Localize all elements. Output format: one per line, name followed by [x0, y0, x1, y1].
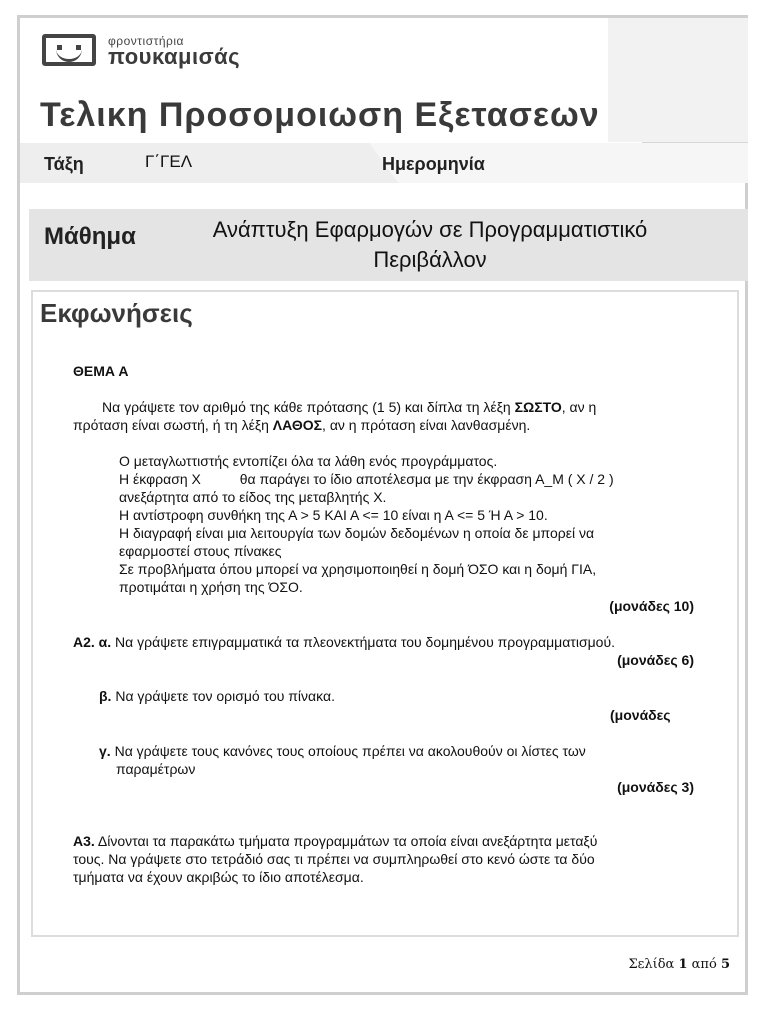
- subject-line-1: Ανάπτυξη Εφαρμογών σε Προγραμματιστικό: [212, 217, 648, 242]
- decorative-panel: [608, 18, 748, 142]
- statement-1: Ο μεταγλωττιστής εντοπίζει όλα τα λάθη ενός προγράμματος.: [119, 453, 498, 469]
- question-a2b: β. Να γράψετε τον ορισμό του πίνακα.: [99, 688, 335, 704]
- section-heading: Εκφωνήσεις: [40, 298, 193, 328]
- smiley-logo-icon: [42, 34, 96, 66]
- logo-brand: πουκαμισάς: [108, 44, 241, 69]
- subject-line-2: Περιβάλλον: [373, 247, 487, 272]
- class-value: Γ΄ΓΕΛ: [145, 152, 193, 171]
- logo-tagline: φροντιστήρια: [108, 34, 184, 48]
- marks-a2a: (μονάδες 6): [617, 652, 694, 668]
- question-a2a: Α2. α. Να γράψετε επιγραμματικά τα πλεονεκτήματα του δομημένου προγραμματισμού.: [73, 634, 615, 650]
- theme-heading: ΘΕΜΑ Α: [73, 363, 129, 379]
- statement-2-cont: ανεξάρτητα από το είδος της μεταβλητής Χ.: [119, 489, 387, 505]
- page-number: Σελίδα 1 από 5: [628, 957, 730, 972]
- question-a2c: γ. Να γράψετε τους κανόνες τους οποίους πρέπει να ακολουθούν οι λίστες των: [99, 743, 586, 759]
- statement-5: Σε προβλήματα όπου μπορεί να χρησιμοποιηθεί η δομή ΌΣΟ και η δομή ΓΙΑ,: [119, 561, 597, 577]
- marks-a2b: (μονάδες: [610, 707, 671, 723]
- statement-2: Η έκφραση Χ θα παράγει το ίδιο αποτέλεσμα με την έκφραση Α_Μ ( Χ / 2 ): [119, 471, 614, 487]
- question-a2c-cont: παραμέτρων: [116, 761, 196, 777]
- statement-3: Η αντίστροφη συνθήκη της Α > 5 ΚΑΙ Α <= 10 είναι η Α <= 5 Ή Α > 10.: [119, 507, 548, 523]
- page-title: Τελικη Προσομοιωση Εξετασεων: [40, 96, 600, 134]
- statement-5-cont: προτιμάται η χρήση της ΌΣΟ.: [119, 579, 303, 595]
- statement-4: Η διαγραφή είναι μια λειτουργία των δομών δεδομένων η οποία δε μπορεί να: [119, 525, 595, 541]
- statement-4-cont: εφαρμοστεί στους πίνακες: [119, 543, 282, 559]
- question-a3: Α3. Δίνονται τα παρακάτω τμήματα προγραμμάτων τα οποία είναι ανεξάρτητα μεταξύ: [73, 833, 598, 849]
- subject-title: [160, 215, 700, 275]
- company-logo: [42, 32, 272, 72]
- intro-line-2: πρόταση είναι σωστή, ή τη λέξη ΛΑΘΟΣ, αν η πρόταση είναι λανθασμένη.: [73, 417, 531, 433]
- date-label: Ημερομηνία: [382, 154, 485, 174]
- marks-a1: (μονάδες 10): [609, 598, 694, 614]
- question-a3-cont-1: τους. Να γράψετε στο τετράδιό σας τι πρέπει να συμπληρωθεί στο κενό ώστε τα δύο: [73, 851, 595, 867]
- class-label: Τάξη: [44, 154, 84, 174]
- question-a3-cont-2: τμήματα να έχουν ακριβώς το ίδιο αποτέλεσμα.: [73, 869, 364, 885]
- intro-line-1: Να γράψετε τον αριθμό της κάθε πρότασης (1 5) και δίπλα τη λέξη ΣΩΣΤΟ, αν η: [102, 399, 597, 415]
- marks-a2c: (μονάδες 3): [617, 779, 694, 795]
- subject-label: Μάθημα: [44, 223, 136, 250]
